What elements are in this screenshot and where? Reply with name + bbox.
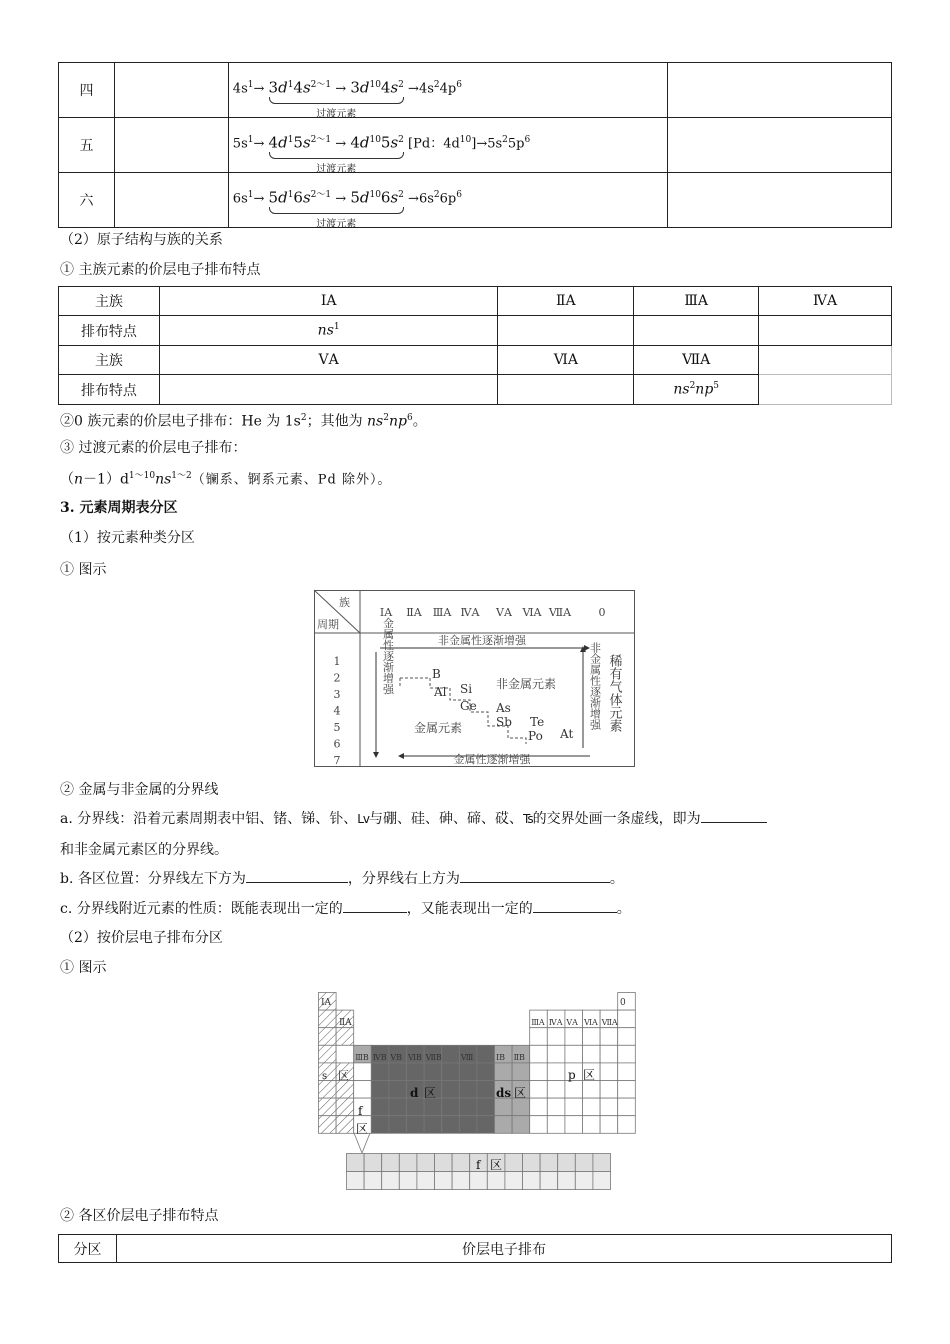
d-block-cell	[424, 1098, 442, 1116]
period-remark	[668, 118, 892, 173]
config-VA	[159, 375, 498, 405]
label-0: 0	[620, 998, 626, 1008]
fig1-group-label: ⅡA	[406, 606, 422, 619]
d-block-qu: 区	[424, 1086, 437, 1100]
s-block-cell	[336, 1098, 354, 1116]
header-main-group-2: 主族	[59, 346, 160, 375]
f-block-cell	[470, 1172, 488, 1190]
f-block-cell	[505, 1154, 523, 1172]
fig1-group-label: ⅦA	[548, 606, 572, 619]
empty-cell	[759, 375, 892, 405]
header-main-group: 主族	[59, 287, 160, 316]
config-IA: $ns^1$	[159, 316, 498, 346]
d-block-cell	[442, 1098, 460, 1116]
transition-label: 过渡元素	[316, 109, 357, 120]
config-formula: $4s^1\to 3d^14s^{2\sim 1} \to 3d^{10}4s^2$ 过渡元素 $\to 4s^24p^6$	[228, 63, 667, 118]
d-group-label: ⅦB	[425, 1053, 442, 1062]
d-block-cell	[424, 1116, 442, 1134]
p-block-cell	[583, 1098, 601, 1116]
f-block-f-small: f	[358, 1104, 363, 1118]
blank-c1[interactable]	[343, 898, 407, 913]
d-group-label: Ⅷ	[460, 1053, 474, 1062]
period-row	[59, 63, 892, 118]
fig1-period-label: 1	[333, 655, 341, 668]
f-block-cell	[347, 1172, 365, 1190]
f-block-cell	[558, 1172, 576, 1190]
corner-period: 周期	[317, 618, 339, 631]
f-block-cell	[435, 1154, 453, 1172]
group-IA: ⅠA	[159, 287, 498, 316]
bottom-arrow-label: 金属性逐渐增强	[453, 753, 531, 766]
header-config-2: 排布特点	[59, 375, 160, 405]
zone-table	[58, 1234, 892, 1263]
p-block-cell	[618, 1081, 636, 1099]
fig1-period-label: 7	[333, 754, 341, 767]
p-group-label: ⅥA	[584, 1018, 598, 1027]
right-vertical-label: 非金属性逐渐增强	[588, 642, 602, 730]
by-element-type-title: （1）按元素种类分区	[60, 530, 195, 546]
boundary-title: ② 金属与非金属的分界线	[60, 782, 219, 798]
el-Ge: Ge	[460, 699, 477, 713]
s-block-cell	[319, 1028, 337, 1046]
d-block-cell	[389, 1081, 407, 1099]
f-block-cell	[452, 1172, 470, 1190]
p-block-cell	[583, 1045, 601, 1063]
p-block-cell	[618, 1045, 636, 1063]
f-block-cell	[417, 1172, 435, 1190]
p-block-cell	[565, 1116, 583, 1134]
group-IIIA: ⅢA	[634, 287, 759, 316]
section-2-title: （2）原子结构与族的关系	[60, 232, 223, 248]
ds-block-ds: ds	[496, 1086, 512, 1100]
top-arrow-label: 非金属性逐渐增强	[438, 634, 526, 647]
s-block-cell	[319, 1010, 337, 1028]
p-block-cell	[618, 1116, 636, 1134]
main-group-subtitle: ① 主族元素的价层电子排布特点	[60, 262, 261, 278]
f-block-cell	[575, 1154, 593, 1172]
s-block-cell	[319, 1116, 337, 1134]
section-3-title: 3. 元素周期表分区	[60, 500, 178, 516]
p-group-label: ⅢA	[531, 1018, 545, 1027]
f-block-cell	[452, 1154, 470, 1172]
d-block-cell	[442, 1045, 460, 1063]
f-block-cell	[399, 1172, 417, 1190]
d-block-d: d	[410, 1086, 419, 1100]
config-formula: $6s^1\to 5d^16s^{2\sim 1} \to 5d^{10}6s^2$ 过渡元素 $\to 6s^26p^6$	[228, 173, 667, 228]
blank-a[interactable]	[701, 808, 767, 823]
fig1-group-label: ⅤA	[496, 606, 512, 619]
ds-block-cell	[495, 1063, 513, 1081]
period-row	[59, 118, 892, 173]
d-block-cell	[477, 1098, 495, 1116]
blank-b1[interactable]	[246, 868, 348, 883]
f-block-cell	[399, 1154, 417, 1172]
d-group-label: ⅣB	[372, 1053, 387, 1062]
f-block-qu: 区	[490, 1158, 503, 1172]
blank-b2[interactable]	[460, 868, 610, 883]
ds-block-cell	[512, 1063, 530, 1081]
empty-cell	[759, 346, 892, 375]
transition-label: 过渡元素	[316, 219, 357, 230]
p-block-cell	[547, 1028, 565, 1046]
d-block-cell	[407, 1116, 425, 1134]
d-block-cell	[442, 1063, 460, 1081]
d-block-cell	[389, 1116, 407, 1134]
transition-formula: $(n-1)d^{1\sim 10}ns^{1\sim 2}$（镧系、锕系元素、Pd 除外）。	[60, 471, 392, 488]
f-block-cell	[347, 1154, 365, 1172]
el-Sb: Sb	[496, 715, 512, 729]
f-block-cell	[487, 1172, 505, 1190]
block-periodic-figure	[318, 992, 626, 1192]
p-block-cell	[600, 1116, 618, 1134]
d-block-cell	[424, 1063, 442, 1081]
s-block-cell	[336, 1116, 354, 1134]
boundary-line-b: b. 各区位置：分界线左下方为 ，分界线右上方为 。	[60, 868, 624, 889]
period-label: 五	[59, 118, 115, 173]
f-block-cell	[523, 1154, 541, 1172]
el-Al: Al	[434, 685, 447, 699]
config-IVA	[759, 316, 892, 346]
el-B: B	[432, 667, 441, 681]
p-block-cell	[618, 1028, 636, 1046]
zero-group-line: ②0 族元素的价层电子排布：He 为 $1s^2$；其他为 $ns^2np^6$。	[60, 413, 427, 430]
f-connector	[354, 1133, 362, 1153]
config-VIA	[498, 375, 634, 405]
period-label: 四	[59, 63, 115, 118]
s-block-cell	[336, 1028, 354, 1046]
s-block-qu: 区	[338, 1069, 349, 1082]
ds-block-cell	[495, 1116, 513, 1134]
left-vertical-label: 金属性逐渐增强	[381, 617, 395, 695]
period-remark	[668, 63, 892, 118]
f-block-cell	[364, 1172, 382, 1190]
p-block-cell	[600, 1045, 618, 1063]
zone-header: 分区	[59, 1235, 117, 1263]
p-group-label: ⅤA	[566, 1018, 578, 1027]
d-group-label: ⅢB	[355, 1053, 369, 1062]
blank-c2[interactable]	[533, 898, 617, 913]
el-As: As	[496, 701, 511, 715]
p-group-label: ⅦA	[601, 1018, 618, 1027]
d-block-cell	[371, 1116, 389, 1134]
p-block-cell	[565, 1045, 583, 1063]
p-block-cell	[583, 1081, 601, 1099]
d-block-cell	[371, 1098, 389, 1116]
p-block-cell	[565, 1098, 583, 1116]
d-block-cell	[459, 1081, 477, 1099]
d-block-cell	[477, 1116, 495, 1134]
f-block-cell	[417, 1154, 435, 1172]
config-IIA	[498, 316, 634, 346]
s-block-cell	[319, 1045, 337, 1063]
d-block-cell	[459, 1116, 477, 1134]
fig1-period-label: 4	[333, 704, 341, 718]
p-block-cell	[600, 1028, 618, 1046]
fig1-group-label: ⅣA	[460, 606, 480, 619]
nonmetal-label: 非金属元素	[496, 677, 557, 691]
noble-gas-label: 稀有气体元素	[606, 654, 622, 732]
el-Po: Po	[528, 729, 543, 743]
group-VA: ⅤA	[159, 346, 498, 375]
p-block-cell	[565, 1028, 583, 1046]
figure-label-1: ① 图示	[60, 562, 107, 578]
f-block-cell	[354, 1063, 372, 1081]
d-block-cell	[389, 1098, 407, 1116]
group-VIA: ⅥA	[498, 346, 634, 375]
f-block-cell	[435, 1172, 453, 1190]
p-block-cell	[547, 1116, 565, 1134]
p-block-cell	[530, 1063, 548, 1081]
d-block-cell	[459, 1098, 477, 1116]
label-IA: ⅠA	[321, 998, 332, 1008]
el-Te: Te	[530, 715, 545, 729]
metal-label: 金属元素	[414, 721, 463, 735]
d-block-cell	[442, 1081, 460, 1099]
p-block-p: p	[568, 1068, 576, 1082]
el-At: At	[560, 727, 574, 741]
p-block-cell	[618, 1098, 636, 1116]
p-block-qu: 区	[583, 1068, 596, 1082]
f-block-f: f	[476, 1158, 481, 1172]
f-block-cell	[382, 1172, 400, 1190]
transition-label: 过渡元素	[316, 164, 357, 175]
config-header: 价层电子排布	[116, 1235, 891, 1263]
f-block-cell	[523, 1172, 541, 1190]
fig1-group-label: ⅠA	[379, 606, 393, 619]
f-block-cell	[354, 1098, 372, 1116]
p-group-label: ⅣA	[548, 1018, 563, 1027]
p-block-cell	[530, 1116, 548, 1134]
p-block-cell	[530, 1028, 548, 1046]
config-IIIA	[634, 316, 759, 346]
d-block-cell	[442, 1116, 460, 1134]
period-blank	[114, 63, 228, 118]
d-block-cell	[477, 1081, 495, 1099]
corner-group: 族	[339, 596, 350, 609]
fig1-period-label: 5	[333, 721, 341, 734]
f-block-cell	[558, 1154, 576, 1172]
metal-nonmetal-figure	[314, 590, 635, 767]
p-block-cell	[565, 1081, 583, 1099]
period-label: 六	[59, 173, 115, 228]
d-group-label: ⅡB	[513, 1053, 525, 1062]
f-block-cell	[382, 1154, 400, 1172]
fig1-period-label: 3	[333, 688, 341, 701]
config-VIIA: $ns^2np^5$	[634, 375, 759, 405]
fig1-group-label: 0	[598, 606, 606, 619]
f-block-cell	[540, 1172, 558, 1190]
d-block-cell	[371, 1063, 389, 1081]
group-IVA: ⅣA	[759, 287, 892, 316]
d-block-cell	[477, 1045, 495, 1063]
d-block-cell	[407, 1063, 425, 1081]
p-block-cell	[547, 1098, 565, 1116]
d-group-label: ⅤB	[390, 1053, 403, 1062]
fig1-period-label: 6	[333, 737, 341, 751]
boundary-line-c: c. 分界线附近元素的性质：既能表现出一定的 ，又能表现出一定的 。	[60, 898, 631, 919]
d-block-cell	[477, 1063, 495, 1081]
ds-block-cell	[495, 1098, 513, 1116]
f-block-qu-small: 区	[356, 1122, 369, 1136]
f-block-cell	[505, 1172, 523, 1190]
d-group-label: ⅠB	[496, 1053, 506, 1062]
p-block-cell	[600, 1081, 618, 1099]
p-block-cell	[600, 1063, 618, 1081]
boundary-line-a-cont: 和非金属元素区的分界线。	[60, 842, 228, 858]
p-block-cell	[583, 1028, 601, 1046]
p-block-cell	[530, 1098, 548, 1116]
p-block-cell	[530, 1045, 548, 1063]
d-block-cell	[407, 1098, 425, 1116]
boundary-line-a: a. 分界线：沿着元素周期表中铝、锗、锑、钋、Lv与硼、硅、砷、碲、砹、Ts的交界处画一条虚线，即为	[60, 808, 767, 829]
ds-block-qu: 区	[514, 1086, 527, 1100]
figure-label-2: ① 图示	[60, 960, 107, 976]
fig1-period-label: 2	[333, 671, 341, 685]
group-IIA: ⅡA	[498, 287, 634, 316]
p-block-cell	[618, 1010, 636, 1028]
label-IIA: ⅡA	[339, 1018, 352, 1028]
period-electron-table	[58, 62, 892, 228]
el-Si: Si	[460, 682, 473, 696]
transition-title: ③ 过渡元素的价层电子排布：	[60, 440, 247, 456]
f-block-cell	[575, 1172, 593, 1190]
d-group-label: ⅥB	[408, 1053, 422, 1062]
p-block-cell	[530, 1081, 548, 1099]
period-blank	[114, 118, 228, 173]
by-valence-title: （2）按价层电子排布分区	[60, 930, 223, 946]
f-block-cell	[540, 1154, 558, 1172]
ds-block-cell	[512, 1098, 530, 1116]
f-block-cell	[593, 1154, 611, 1172]
p-block-cell	[583, 1116, 601, 1134]
p-block-cell	[600, 1098, 618, 1116]
period-blank	[114, 173, 228, 228]
p-block-cell	[547, 1045, 565, 1063]
fig1-group-label: ⅥA	[522, 606, 542, 619]
fig1-group-label: ⅢA	[432, 606, 452, 619]
s-block-cell	[336, 1081, 354, 1099]
s-block-s: s	[322, 1071, 328, 1082]
main-group-table	[58, 286, 892, 405]
p-block-cell	[547, 1063, 565, 1081]
period-row	[59, 173, 892, 228]
s-block-cell	[319, 1081, 337, 1099]
d-block-cell	[371, 1081, 389, 1099]
d-block-cell	[389, 1063, 407, 1081]
period-remark	[668, 173, 892, 228]
zone-feature-title: ② 各区价层电子排布特点	[60, 1208, 219, 1224]
f-block-cell	[354, 1081, 372, 1099]
f-connector	[362, 1133, 370, 1153]
group-VIIA: ⅦA	[634, 346, 759, 375]
ds-block-cell	[512, 1116, 530, 1134]
config-formula: $5s^1\to 4d^15s^{2\sim 1} \to 4d^{10}5s^2$ 过渡元素 [Pd：$4d^{10}]\to 5s^25p^6$	[228, 118, 667, 173]
p-block-cell	[547, 1081, 565, 1099]
f-block-cell	[593, 1172, 611, 1190]
d-block-cell	[459, 1063, 477, 1081]
s-block-cell	[336, 1045, 354, 1063]
p-block-cell	[618, 1063, 636, 1081]
f-block-cell	[364, 1154, 382, 1172]
header-config: 排布特点	[59, 316, 160, 346]
s-block-cell	[319, 1098, 337, 1116]
